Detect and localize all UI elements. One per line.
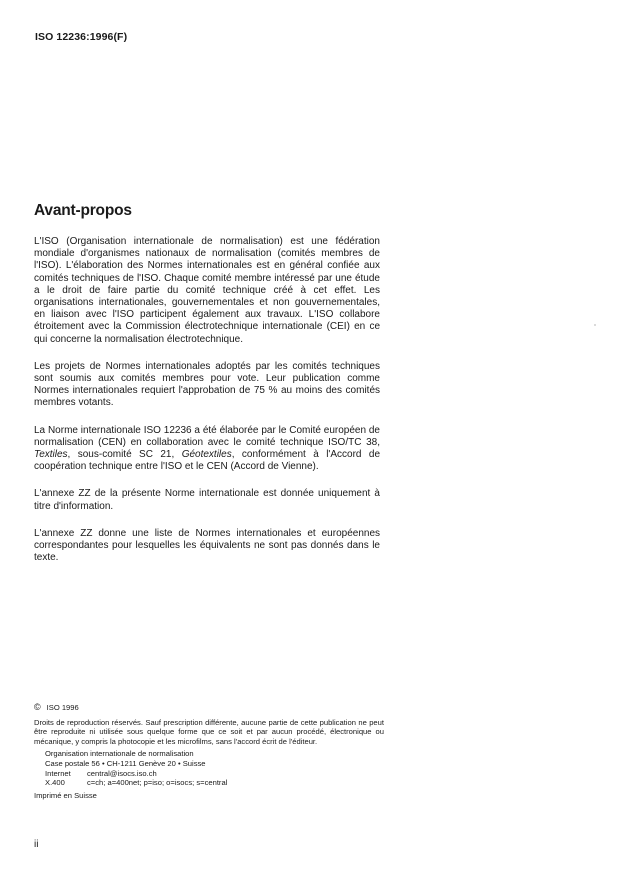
copyright-line [34, 703, 384, 713]
x400-label: X.400 [45, 778, 65, 788]
section-title: Avant-propos [34, 202, 132, 219]
paragraph-annex-list: L'annexe ZZ donne une liste de Normes internationales et européennes correspondantes pour lesquelles les équivalents ne sont pas donnés dans le texte. [34, 527, 380, 564]
copyright-block [34, 703, 384, 800]
document-id-header: ISO 12236:1996(F) [35, 31, 128, 43]
origin-text-3: , conformément à l'Accord de coopération technique entre l'ISO et le CEN (Accord de Vienne). [34, 449, 381, 473]
origin-italic-geotextiles: Géotextiles [181, 449, 232, 461]
origin-text-2: , sous-comité SC 21, [67, 449, 182, 461]
paragraph-annex-info: L'annexe ZZ de la présente Norme internationale est donnée uniquement à titre d'information. [34, 488, 380, 512]
copyright-year: ISO 1996 [46, 703, 79, 712]
paragraph-iso-intro: L'ISO (Organisation internationale de normalisation) est une fédération mondiale d'organismes nationaux de normalisation (comités membres de l'ISO). L'élaboration des Normes internationales est en général confiée aux comités techniques de l'ISO. Chaque comité membre intéressé par une étude a le droit de faire partie du comité technique créé à cet effet. Les organisations internationales, gouvernementales et non gouvernementales, en liaison avec l'ISO participent également aux travaux. L'ISO collabore étroitement avec la Commission électrotechnique internationale (CEI) en ce qui concerne la normalisation électrotechnique. [34, 236, 380, 345]
publisher-x400-row [45, 778, 384, 788]
page-number: ii [34, 839, 39, 850]
publisher-internet-row [45, 769, 384, 779]
origin-text-1: La Norme internationale ISO 12236 a été élaborée par le Comité européen de normalisation (CEN) en collaboration avec le comité technique ISO/TC 38, [34, 424, 380, 448]
copyright-rights-text: Droits de reproduction réservés. Sauf prescription différente, aucune partie de cette publication ne peut être reproduite ni utilisée sous quelque forme que ce soit et par aucun procédé, électronique ou mécanique, y compris la photocopie et les microfilms, sans l'accord écrit de l'éditeur. [34, 717, 384, 746]
origin-italic-textiles: Textiles [34, 449, 68, 461]
foreword-body [34, 236, 380, 579]
copyright-icon: © [34, 702, 41, 712]
x400-address: c=ch; a=400net; p=iso; o=isocs; s=central [87, 778, 228, 788]
printed-in: Imprimé en Suisse [34, 790, 97, 800]
internet-address: central@isocs.iso.ch [87, 768, 157, 778]
paragraph-standard-origin [34, 425, 380, 474]
paragraph-voting: Les projets de Normes internationales adoptés par les comités techniques sont soumis aux comités membres pour vote. Leur publication comme Normes internationales requiert l'approbation de 75 % au moins des comités membres votants. [34, 360, 380, 409]
publisher-address [34, 749, 384, 787]
publisher-postal: Case postale 56 • CH-1211 Genève 20 • Suisse [45, 758, 206, 768]
internet-label: Internet [45, 768, 71, 778]
scan-speck [594, 324, 596, 326]
publisher-organisation: Organisation internationale de normalisation [45, 749, 194, 759]
